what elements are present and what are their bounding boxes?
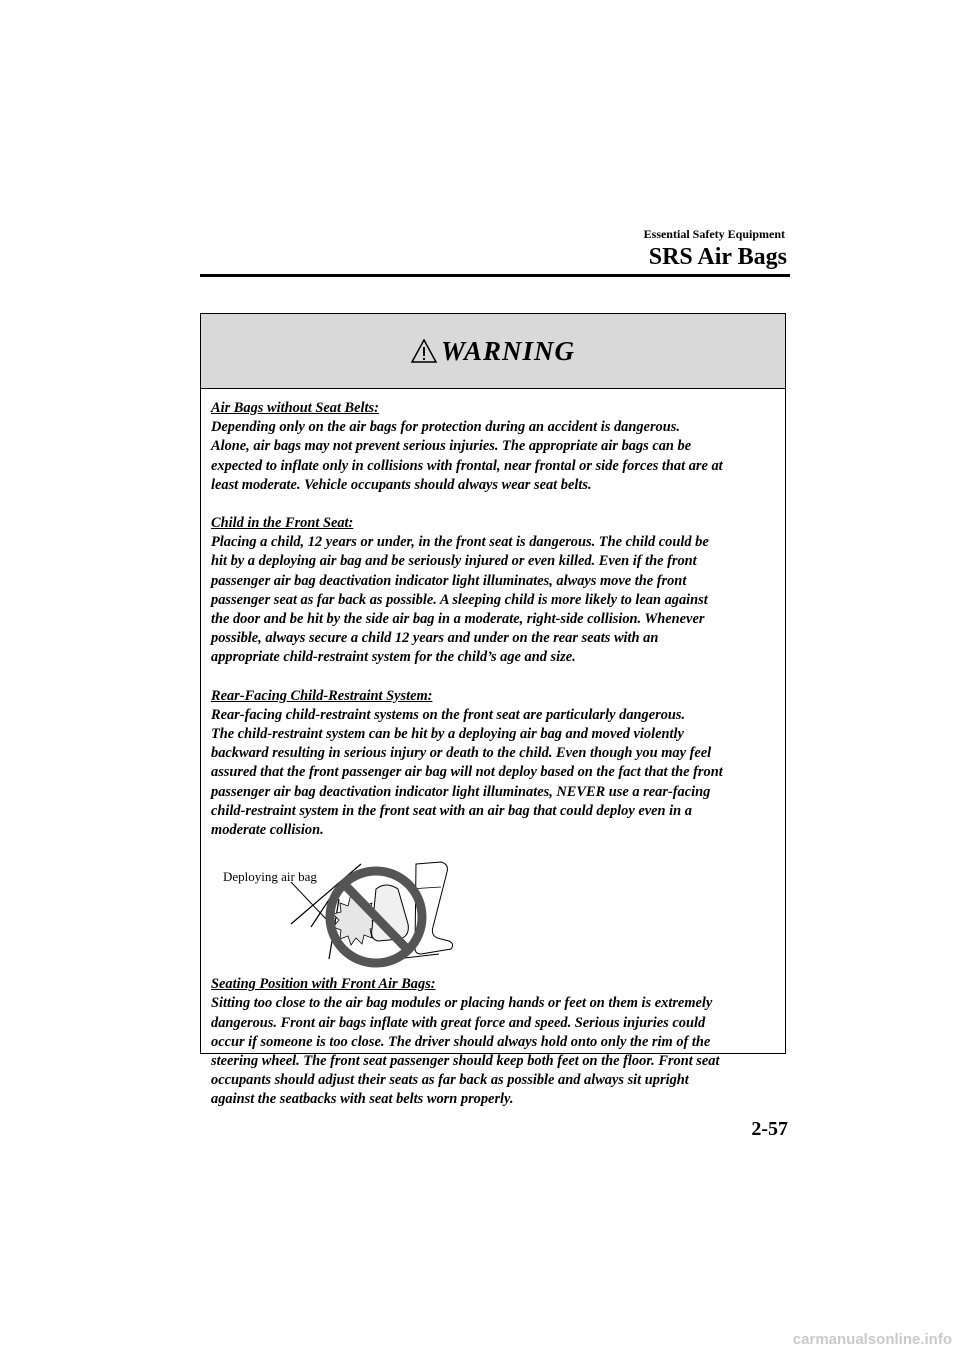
text-line: hit by a deploying air bag and be seriously injured or even killed. Even if the front (211, 553, 697, 570)
text-line: dangerous. Front air bags inflate with great force and speed. Serious injuries could (211, 1014, 706, 1031)
warning-section-rear-facing (211, 687, 775, 841)
text-line: appropriate child-restraint system for the child’s age and size. (211, 649, 576, 666)
section-heading: Seating Position with Front Air Bags: (211, 976, 436, 993)
airbag-illustration (211, 859, 775, 969)
text-line: passenger air bag deactivation indicator light illuminates, always move the front (211, 572, 687, 589)
section-heading: Air Bags without Seat Belts: (211, 400, 379, 416)
page-title: SRS Air Bags (648, 244, 787, 270)
section-name: Essential Safety Equipment (643, 227, 785, 241)
text-line: Rear-facing child-restraint systems on the front seat are particularly dangerous. (211, 706, 686, 723)
section-heading: Rear-Facing Child-Restraint System: (211, 687, 433, 704)
illustration-label: Deploying air bag (223, 869, 317, 885)
warning-section-child-front-seat (211, 514, 775, 668)
warning-section-no-seatbelts (211, 399, 775, 495)
warning-section-seating-position (211, 975, 775, 1109)
page-number: 2-57 (751, 1118, 788, 1140)
warning-body (201, 399, 785, 1110)
text-line: the door and be hit by the side air bag in a moderate, right-side collision. Whenever (211, 611, 705, 628)
text-line: Depending only on the air bags for protection during an accident is dangerous. (211, 419, 680, 436)
text-line: occur if someone is too close. The driver should always hold onto only the rim of the (211, 1033, 711, 1050)
text-line: possible, always secure a child 12 years and under on the rear seats with an (211, 630, 659, 647)
warning-triangle-icon (411, 339, 437, 363)
warning-title: WARNING (440, 335, 576, 366)
text-line: against the seatbacks with seat belts worn properly. (211, 1091, 514, 1108)
text-line: expected to inflate only in collisions with frontal, near frontal or side forces that are at (211, 457, 723, 474)
text-line: backward resulting in serious injury or death to the child. Even though you may feel (211, 745, 712, 762)
text-line: assured that the front passenger air bag will not deploy based on the fact that the front (211, 764, 723, 781)
text-line: steering wheel. The front seat passenger should keep both feet on the floor. Front seat (211, 1053, 720, 1070)
text-line: Alone, air bags may not prevent serious injuries. The appropriate air bags can be (211, 438, 692, 455)
text-line: passenger air bag deactivation indicator light illuminates, NEVER use a rear-facing (211, 783, 711, 800)
header-divider (200, 274, 790, 277)
text-line: Sitting too close to the air bag modules or placing hands or feet on them is extremely (211, 995, 713, 1012)
text-line: moderate collision. (211, 822, 324, 839)
warning-header (201, 314, 785, 389)
text-line: Placing a child, 12 years or under, in the front seat is dangerous. The child could be (211, 534, 709, 551)
watermark: carmanualsonline.info (792, 1331, 952, 1348)
section-heading: Child in the Front Seat: (211, 515, 354, 532)
text-line: least moderate. Vehicle occupants should always wear seat belts. (211, 476, 592, 493)
text-line: occupants should adjust their seats as far back as possible and always sit upright (211, 1072, 689, 1089)
text-line: child-restraint system in the front seat with an air bag that could deploy even in a (211, 802, 692, 819)
text-line: The child-restraint system can be hit by a deploying air bag and moved violently (211, 726, 684, 743)
warning-box (200, 313, 786, 1108)
text-line: passenger seat as far back as possible. A sleeping child is more likely to lean against (211, 591, 708, 608)
